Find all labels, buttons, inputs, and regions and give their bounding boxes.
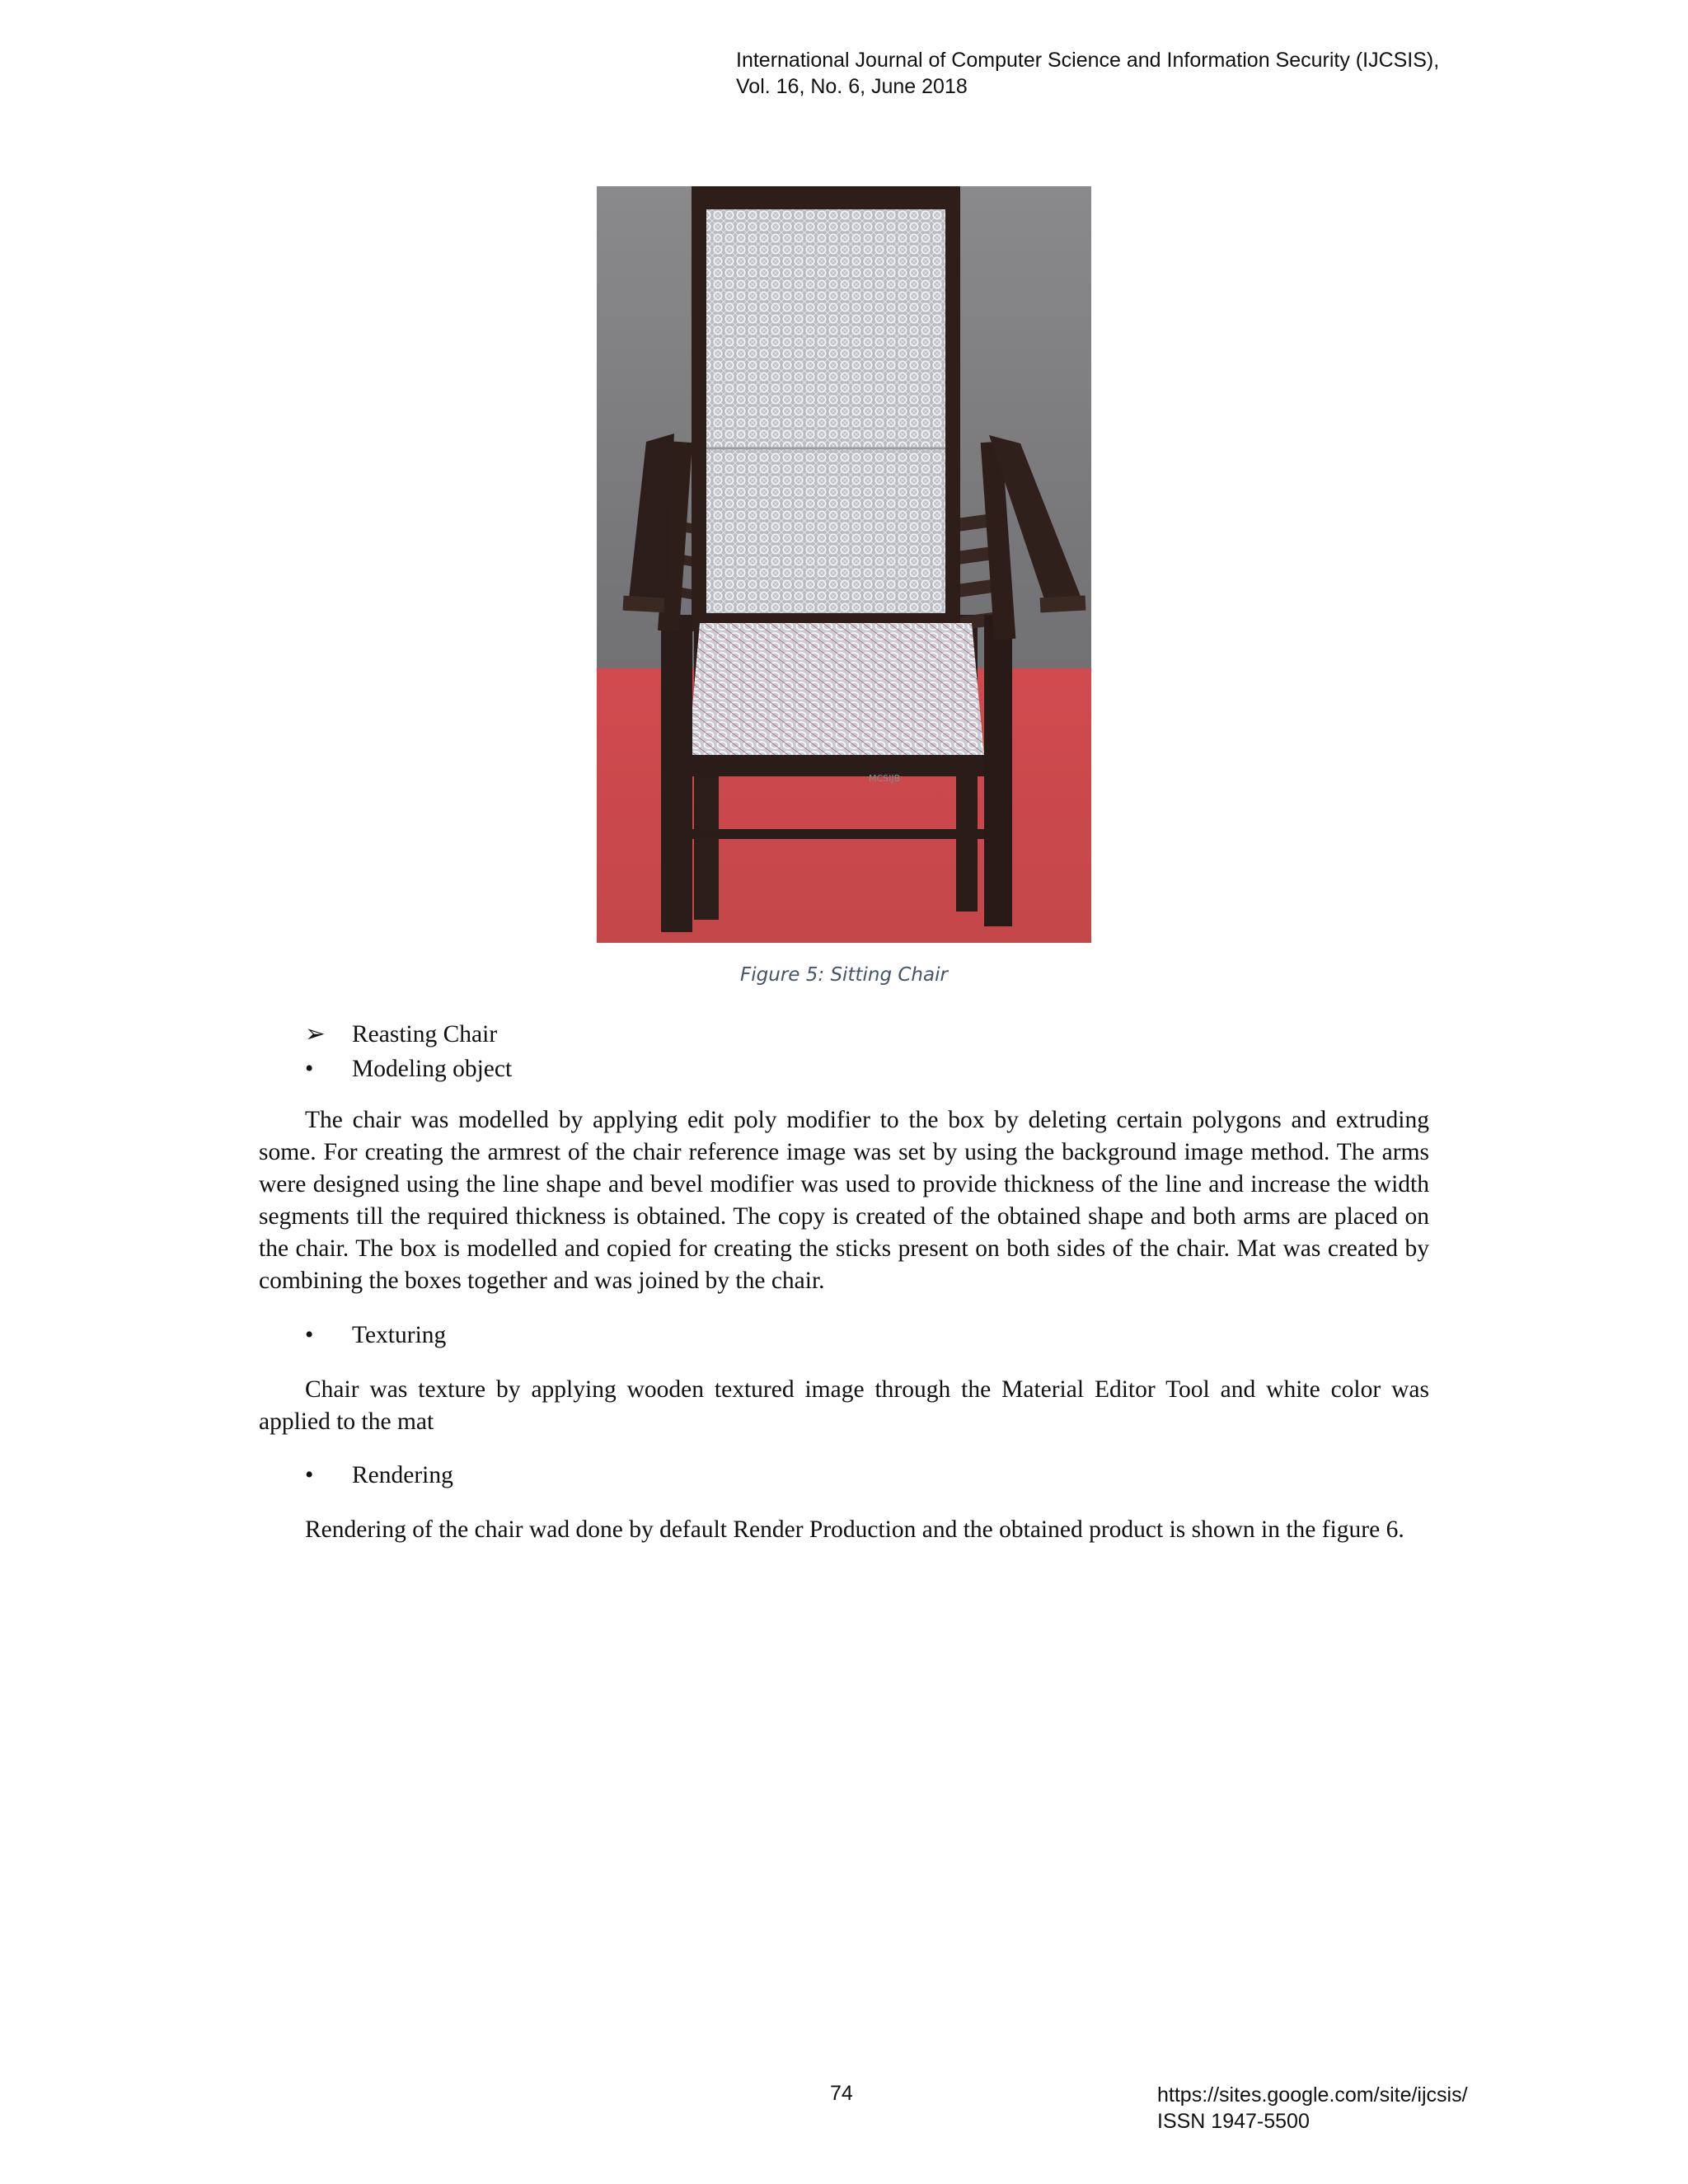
- footer-url: https://sites.google.com/site/ijcsis/: [1157, 2083, 1468, 2107]
- journal-title: International Journal of Computer Science and Information Security (IJCSIS),: [736, 49, 1440, 72]
- chair-render-image: [597, 186, 1091, 943]
- journal-volume: Vol. 16, No. 6, June 2018: [736, 75, 968, 98]
- list-item-label: Modeling object: [352, 1056, 513, 1082]
- front-left-leg: [661, 615, 692, 932]
- figure-caption: Figure 5: Sitting Chair: [740, 964, 948, 986]
- figure-sitting-chair: [597, 186, 1091, 943]
- journal-header: [736, 47, 1439, 100]
- bullet-icon: •: [305, 1322, 314, 1348]
- bullet-icon: •: [305, 1056, 314, 1082]
- list-item-modeling: [305, 1053, 512, 1085]
- list-item-label: Reasting Chair: [352, 1021, 498, 1047]
- seat-mat: [687, 623, 984, 763]
- list-item-label: Rendering: [352, 1462, 453, 1488]
- list-item-texturing: [305, 1319, 446, 1352]
- footer-info: [1157, 2082, 1468, 2135]
- front-right-leg: [984, 615, 1012, 926]
- arrow-bullet-icon: ➢: [305, 1021, 326, 1047]
- list-item-heading: [305, 1019, 497, 1051]
- footer-issn: ISSN 1947-5500: [1157, 2110, 1310, 2133]
- seat-front-rail: [683, 755, 988, 776]
- render-watermark: MCSIJB: [869, 773, 901, 784]
- page-number: 74: [830, 2082, 853, 2105]
- lower-stretcher: [687, 829, 992, 839]
- paragraph-modeling: The chair was modelled by applying edit poly modifier to the box by deleting certain polygons and extruding some. For creating the armrest of the chair reference image was set by using the background image method. The arms were designed using the line shape and bevel modifier was used to provide thickness of the line and increase the width segments till the required thickness is obtained. The copy is created of the obtained shape and both arms are placed on the chair. The box is modelled and copied for creating the sticks present on both sides of the chair. Mat was created by combining the boxes together and was joined by the chair.: [259, 1107, 1429, 1294]
- paragraph-texturing: Chair was texture by applying wooden textured image through the Material Editor Tool and white color was applied to the mat: [259, 1376, 1429, 1435]
- bullet-icon: •: [305, 1462, 314, 1488]
- paragraph-rendering: Rendering of the chair wad done by default Render Production and the obtained product is shown in the figure 6.: [305, 1516, 1404, 1543]
- backrest-cane: [706, 209, 945, 613]
- list-item-rendering: [305, 1460, 453, 1492]
- list-item-label: Texturing: [352, 1322, 447, 1348]
